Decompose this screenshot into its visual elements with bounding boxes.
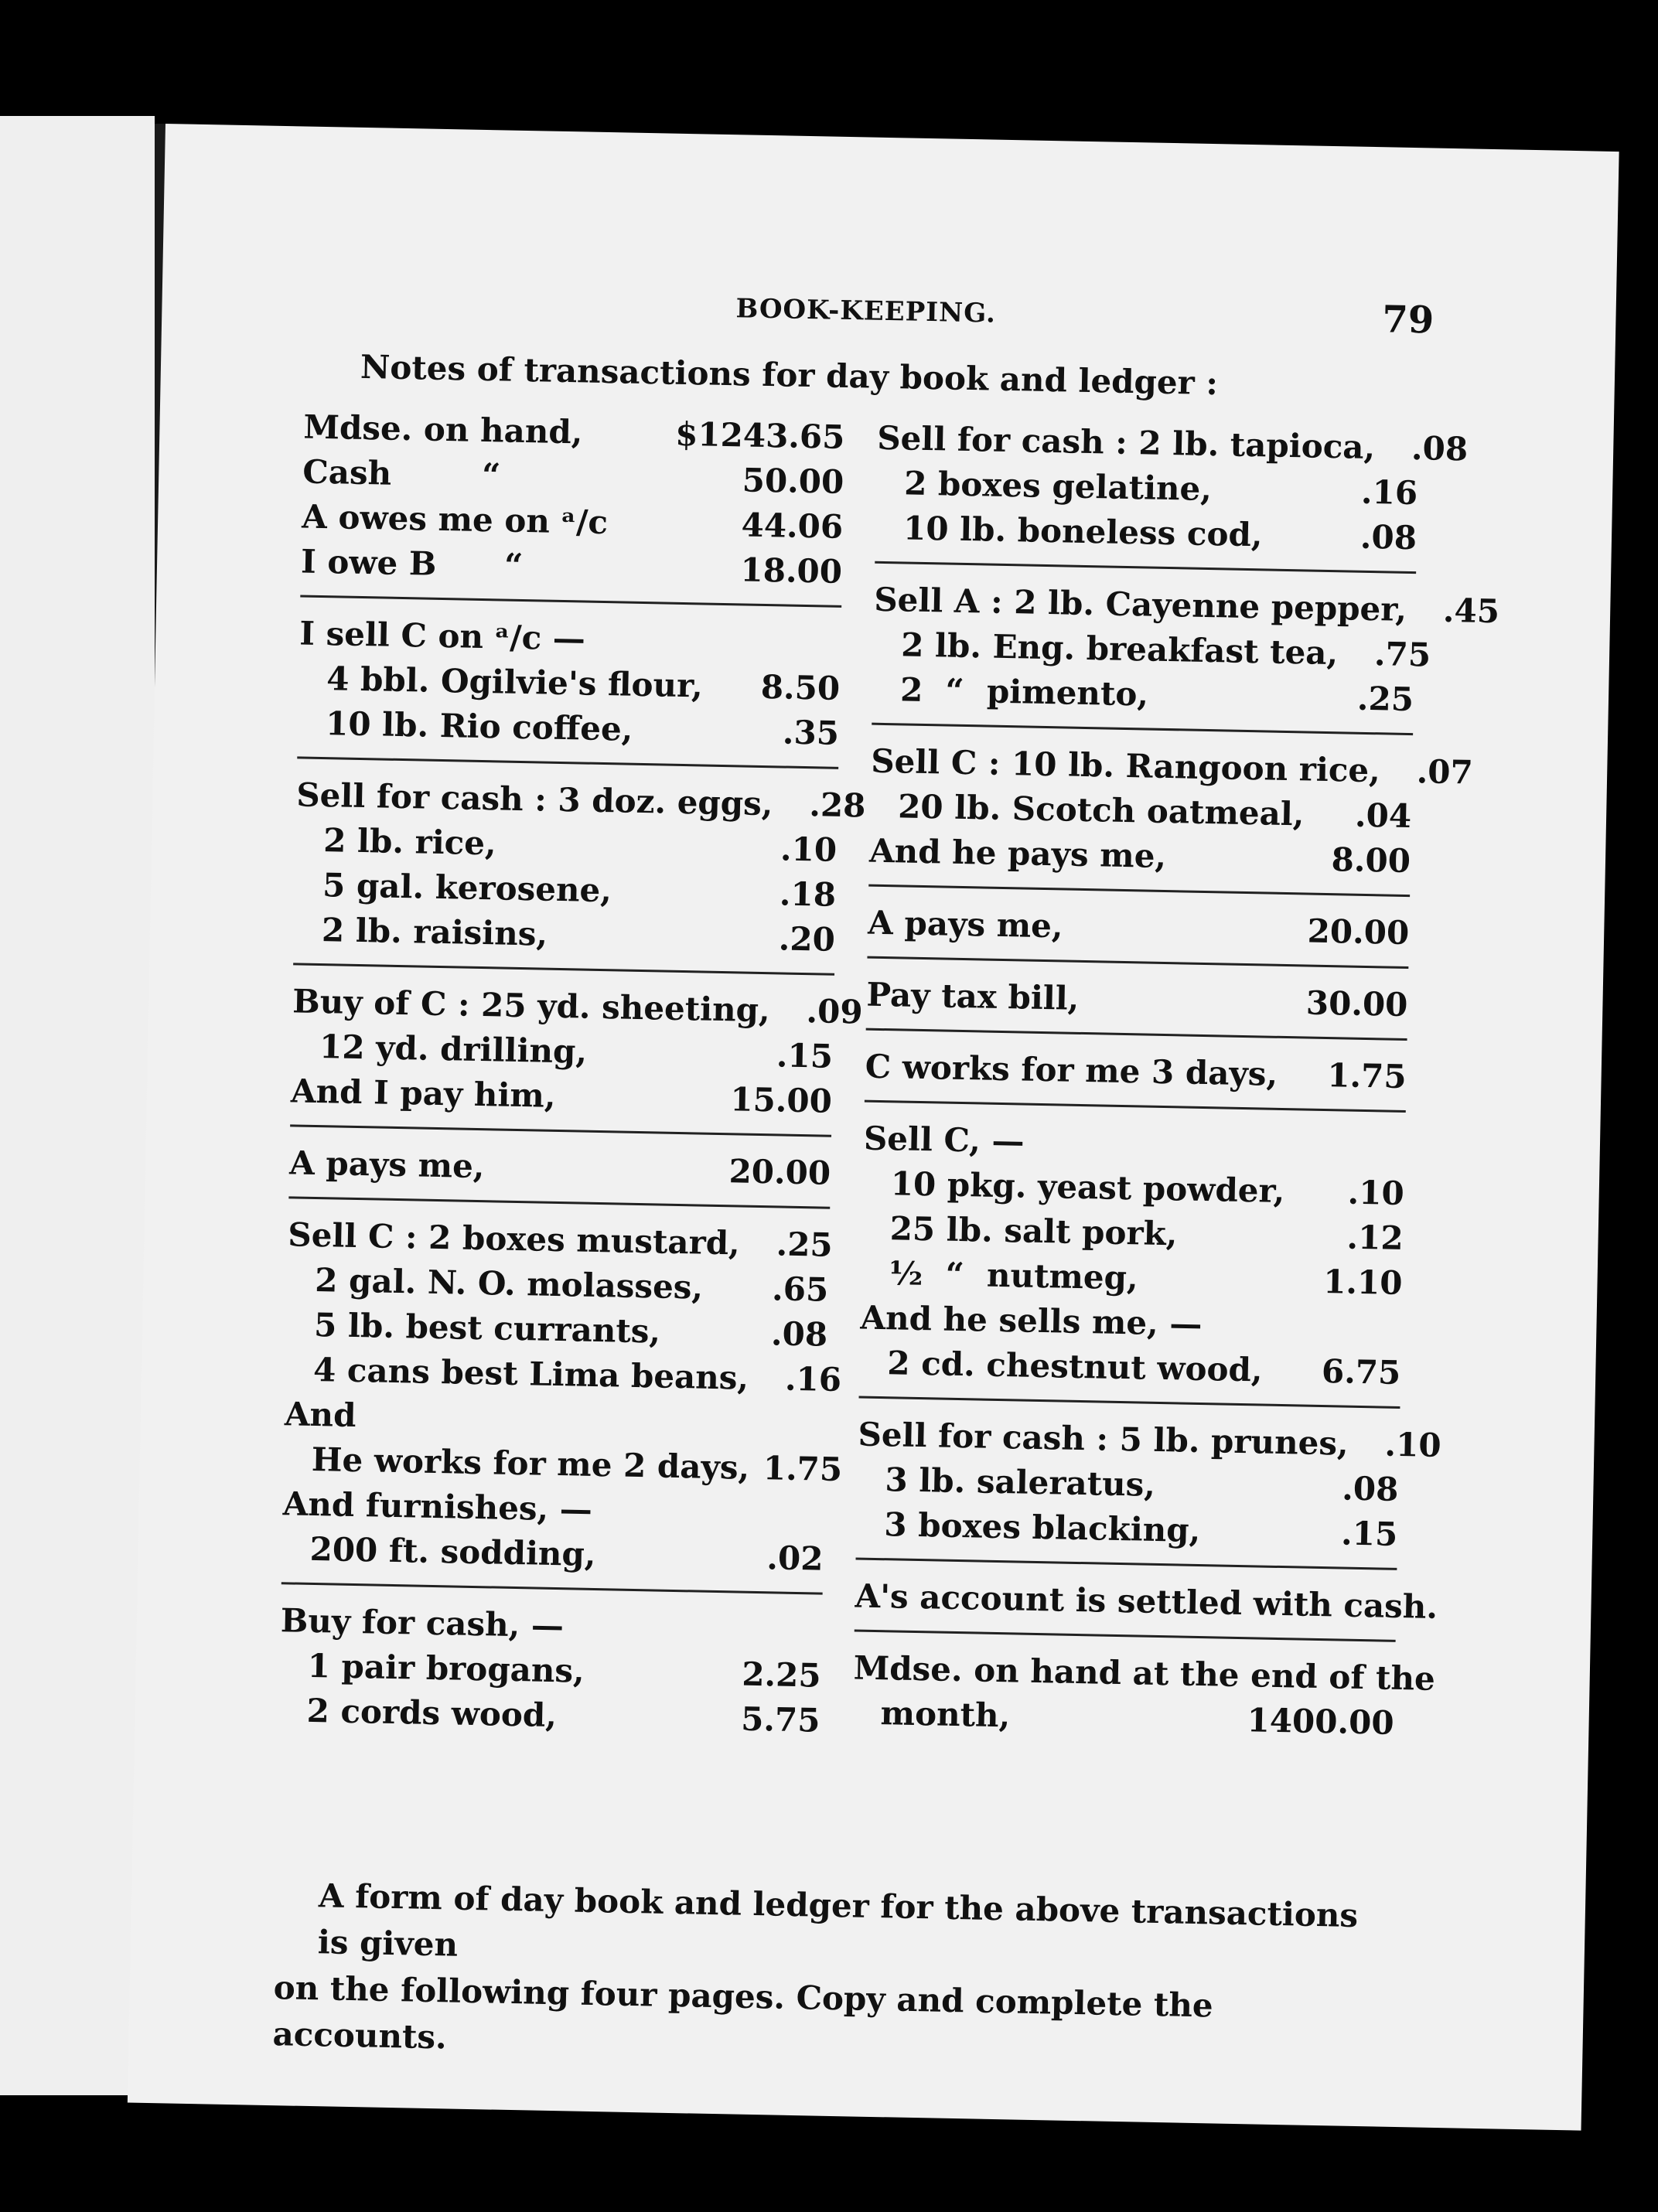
transaction-description: I owe B “ xyxy=(300,542,524,585)
transaction-description: And furnishes, — xyxy=(282,1484,593,1529)
transaction-amount: .04 xyxy=(1354,796,1412,836)
transaction-description: 3 lb. saleratus, xyxy=(885,1460,1156,1504)
transaction-description: A's account is settled with cash. xyxy=(855,1576,1438,1626)
transaction-amount xyxy=(1435,1679,1528,1681)
transaction-line xyxy=(868,901,1410,956)
transaction-description: 1 pair brogans, xyxy=(307,1646,585,1690)
section-divider xyxy=(875,561,1416,574)
transaction-description: And he pays me, xyxy=(868,831,1167,876)
transaction-block xyxy=(278,1598,822,1743)
closing-paragraph xyxy=(272,1872,1373,2078)
transaction-description: 10 lb. Rio coffee, xyxy=(325,704,633,748)
transaction-line xyxy=(855,1573,1438,1628)
transaction-description: 4 bbl. Ogilvie's flour, xyxy=(326,660,704,705)
transaction-amount: .02 xyxy=(766,1539,824,1578)
running-head: BOOK-KEEPING. xyxy=(735,293,997,329)
transaction-description: 3 boxes blacking, xyxy=(883,1505,1201,1550)
transaction-description: I sell C on ᵃ/c — xyxy=(299,614,586,658)
section-divider xyxy=(867,956,1408,969)
section-divider xyxy=(859,1396,1400,1409)
transaction-amount: .45 xyxy=(1442,591,1500,631)
transaction-description: 2 cords wood, xyxy=(306,1691,558,1735)
transaction-description: Cash “ xyxy=(302,452,501,495)
transaction-amount: 8.00 xyxy=(1331,840,1411,881)
transaction-amount: .16 xyxy=(784,1359,842,1399)
transaction-line xyxy=(872,667,1414,722)
transaction-amount: .10 xyxy=(780,830,838,869)
transaction-amount: 15.00 xyxy=(729,1080,833,1120)
closing-line: A form of day book and ledger for the above transactions is given xyxy=(317,1876,1359,1964)
transaction-amount: .09 xyxy=(806,992,864,1031)
transaction-description: Sell for cash : 2 lb. tapioca, xyxy=(876,418,1376,467)
transaction-line xyxy=(298,700,840,755)
transaction-description: 5 gal. kerosene, xyxy=(322,866,612,910)
transaction-amount: .12 xyxy=(1346,1218,1404,1257)
transaction-amount: 20.00 xyxy=(1307,912,1410,953)
transaction-amount: .25 xyxy=(776,1225,834,1264)
transaction-amount: .65 xyxy=(771,1270,829,1309)
transaction-block xyxy=(868,739,1474,884)
transaction-description: 2 lb. rice, xyxy=(322,821,497,863)
transaction-description: 20 lb. Scotch oatmeal, xyxy=(897,787,1305,833)
transaction-block xyxy=(859,1116,1406,1396)
closing-line: on the following four pages. Copy and complete the accounts. xyxy=(272,1968,1214,2057)
transaction-amount: 1.75 xyxy=(1326,1056,1407,1096)
section-divider xyxy=(281,1582,823,1594)
section-divider xyxy=(872,723,1413,735)
transaction-amount: .08 xyxy=(770,1314,828,1354)
transaction-amount: 20.00 xyxy=(728,1152,831,1192)
book-page xyxy=(128,124,1619,2131)
transaction-amount: .25 xyxy=(1356,679,1414,719)
transaction-amount: 30.00 xyxy=(1305,983,1408,1024)
transaction-amount xyxy=(1312,1147,1405,1149)
transaction-amount: .15 xyxy=(1340,1514,1398,1553)
transaction-description: And xyxy=(284,1395,357,1435)
transaction-line xyxy=(856,1501,1398,1556)
transaction-amount: .20 xyxy=(778,919,836,959)
transaction-amount: 1.75 xyxy=(762,1449,843,1489)
transaction-block xyxy=(298,611,841,755)
transaction-description: Sell C : 10 lb. Rangoon rice, xyxy=(870,741,1381,790)
transaction-description: 4 cans best Lima beans, xyxy=(312,1350,749,1397)
transaction-block xyxy=(868,901,1410,956)
transaction-amount: .08 xyxy=(1341,1469,1399,1508)
transaction-block xyxy=(293,772,866,962)
transaction-description: 25 lb. salt pork, xyxy=(889,1209,1178,1253)
transaction-description: 2 cd. chestnut wood, xyxy=(886,1344,1263,1389)
transaction-line xyxy=(290,1069,832,1123)
transaction-description: A pays me, xyxy=(288,1143,485,1186)
section-divider xyxy=(865,1100,1406,1113)
transaction-description: Mdse. on hand, xyxy=(303,407,583,452)
transaction-amount: 50.00 xyxy=(742,461,844,501)
section-divider xyxy=(856,1557,1397,1570)
transaction-line xyxy=(865,1045,1407,1099)
transaction-amount: .08 xyxy=(1359,517,1417,557)
transaction-description: Sell for cash : 5 lb. prunes, xyxy=(858,1415,1349,1463)
transaction-description: And I pay him, xyxy=(290,1072,556,1115)
transaction-description: 2 lb. Eng. breakfast tea, xyxy=(900,625,1339,673)
transaction-description: Buy of C : 25 yd. sheeting, xyxy=(292,982,771,1030)
transaction-block xyxy=(875,416,1469,561)
transaction-amount: 1400.00 xyxy=(1247,1701,1395,1742)
page-number: 79 xyxy=(1381,298,1435,343)
transaction-amount xyxy=(733,1423,826,1424)
section-divider xyxy=(293,963,834,975)
transaction-description: A owes me on ᵃ/c xyxy=(301,497,609,542)
transaction-description: Pay tax bill, xyxy=(866,975,1080,1017)
transaction-line xyxy=(281,1526,824,1581)
section-divider xyxy=(855,1629,1396,1641)
section-divider xyxy=(290,1124,831,1137)
transaction-amount xyxy=(748,642,841,644)
transaction-amount: .08 xyxy=(1411,429,1469,469)
transaction-amount xyxy=(1308,1327,1401,1328)
transaction-description: 10 pkg. yeast powder, xyxy=(890,1164,1285,1211)
transaction-amount: 5.75 xyxy=(740,1699,820,1740)
transaction-amount: .10 xyxy=(1347,1173,1405,1212)
transaction-block xyxy=(856,1413,1442,1557)
transaction-description: 2 boxes gelatine, xyxy=(903,464,1213,509)
transaction-amount: 6.75 xyxy=(1321,1352,1401,1392)
transaction-description: He works for me 2 days, xyxy=(311,1440,750,1487)
transaction-description: ½ “ nutmeg, xyxy=(889,1254,1139,1297)
transaction-description: 5 lb. best currants, xyxy=(313,1305,661,1351)
transaction-block xyxy=(281,1212,843,1581)
transaction-block xyxy=(866,973,1408,1028)
transaction-block xyxy=(852,1645,1436,1745)
transaction-block xyxy=(855,1573,1438,1628)
transaction-description: A pays me, xyxy=(867,903,1064,946)
transaction-amount: $1243.65 xyxy=(674,414,845,456)
transaction-description: 12 yd. drilling, xyxy=(319,1028,588,1071)
transaction-block xyxy=(301,405,845,595)
section-divider xyxy=(866,1028,1407,1041)
transaction-line xyxy=(866,973,1408,1028)
transaction-line xyxy=(852,1690,1394,1745)
left-transaction-column xyxy=(278,405,866,1743)
transaction-line xyxy=(301,539,843,594)
transaction-block xyxy=(290,979,864,1123)
transaction-amount xyxy=(729,1629,822,1631)
transaction-line xyxy=(875,506,1417,561)
transaction-amount: .75 xyxy=(1373,635,1431,674)
transaction-amount: 18.00 xyxy=(740,550,843,591)
transaction-amount: .10 xyxy=(1384,1425,1442,1464)
transaction-amount xyxy=(1438,1607,1530,1609)
right-transaction-column xyxy=(852,416,1500,1746)
transaction-line xyxy=(278,1688,820,1743)
transaction-description: month, xyxy=(880,1694,1011,1735)
transaction-line xyxy=(289,1140,831,1195)
transaction-amount: 44.06 xyxy=(741,506,844,546)
transaction-description: 2 lb. raisins, xyxy=(321,911,548,953)
transaction-amount: .35 xyxy=(782,713,840,752)
section-divider xyxy=(288,1196,830,1208)
transaction-line xyxy=(859,1341,1401,1396)
transaction-amount xyxy=(732,1512,824,1514)
transaction-amount: 1.10 xyxy=(1322,1263,1403,1302)
transaction-description: Sell for cash : 3 doz. eggs, xyxy=(295,775,773,823)
transaction-block xyxy=(289,1140,831,1195)
transaction-amount: 8.50 xyxy=(760,667,841,707)
transaction-description: 10 lb. boneless cod, xyxy=(902,509,1263,554)
facing-page-edge xyxy=(0,116,155,2095)
transaction-amount: 2.25 xyxy=(741,1655,822,1695)
transaction-line xyxy=(869,829,1411,884)
intro-heading: Notes of transactions for day book and ledger : xyxy=(360,347,1219,403)
transaction-description: 200 ft. sodding, xyxy=(309,1529,596,1574)
transaction-block xyxy=(865,1045,1407,1099)
transaction-description: Mdse. on hand at the end of the xyxy=(853,1648,1436,1698)
transaction-description: And he sells me, — xyxy=(860,1298,1203,1344)
transaction-amount: .18 xyxy=(779,874,837,914)
transaction-description: Sell C : 2 boxes mustard, xyxy=(287,1215,741,1263)
transaction-description: Sell C, — xyxy=(863,1119,1025,1161)
transaction-amount: .16 xyxy=(1360,472,1418,513)
transaction-block xyxy=(872,578,1500,722)
section-divider xyxy=(297,756,838,769)
section-divider xyxy=(868,884,1410,897)
transaction-description: 2 gal. N. O. molasses, xyxy=(314,1260,704,1307)
transaction-description: Buy for cash, — xyxy=(280,1601,565,1645)
transaction-description: C works for me 3 days, xyxy=(865,1047,1278,1093)
section-divider xyxy=(300,595,841,607)
transaction-description: Sell A : 2 lb. Cayenne pepper, xyxy=(873,580,1407,629)
transaction-line xyxy=(293,907,835,962)
transaction-amount: .28 xyxy=(808,786,866,825)
transaction-amount: .15 xyxy=(776,1036,834,1075)
transaction-description: 2 “ pimento, xyxy=(899,670,1149,714)
transaction-amount: .07 xyxy=(1416,752,1474,792)
